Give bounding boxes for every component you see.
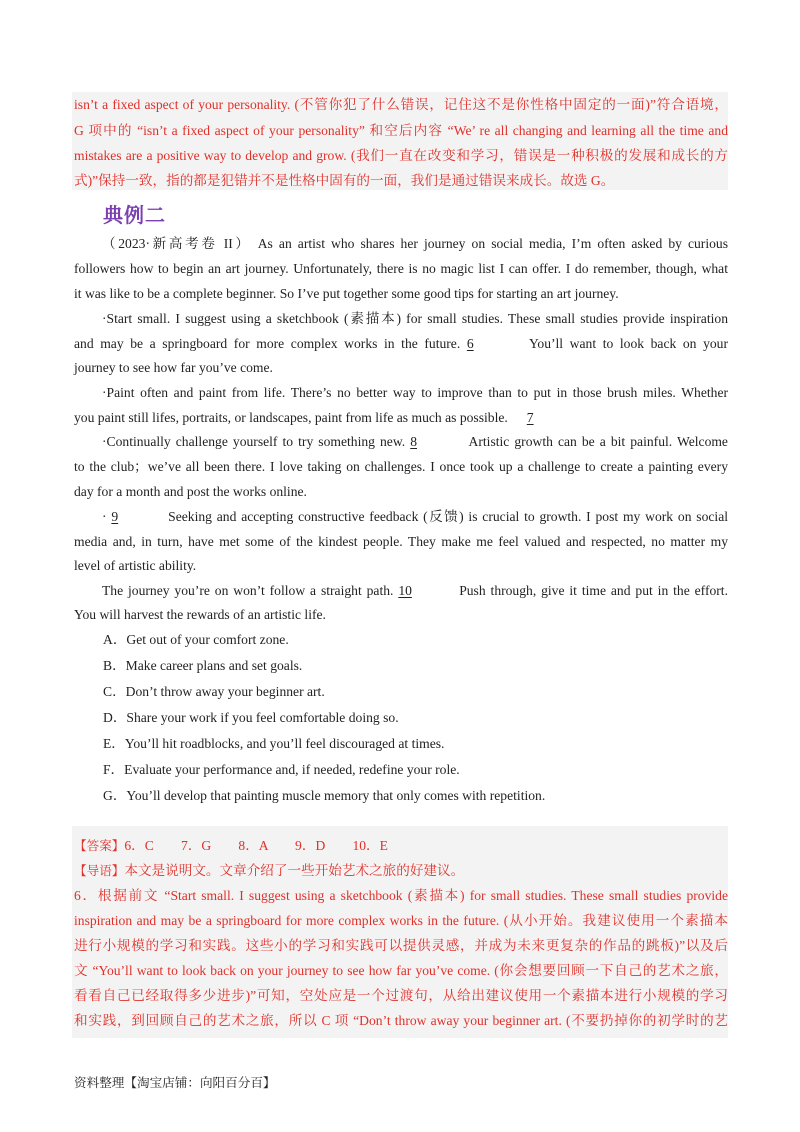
option-c: C．Don’t throw away your beginner art.	[103, 684, 325, 699]
top-explanation-line: 式)”保持一致，指的都是犯错并不是性格中固有的一面，我们是通过错误来成长。故选 G。	[74, 173, 615, 188]
blank-7: 7	[526, 410, 534, 425]
passage-line: journey to see how far you’ve come.	[74, 360, 273, 375]
blank-8: 8	[410, 434, 418, 449]
guide-text: 本文是说明文。文章介绍了一些开始艺术之旅的好建议。	[124, 863, 465, 878]
passage-line	[74, 334, 728, 354]
passage-text: and may be a springboard for more complex works in the future.	[74, 336, 461, 351]
top-explanation-line: mistakes are a positive way to develop and grow. (我们一直在改变和学习，错误是一种积极的发展和成长的方	[74, 148, 728, 163]
passage-line	[74, 408, 549, 428]
passage-line	[102, 507, 728, 527]
passage-text: ·	[102, 509, 107, 524]
passage-line: media and, in turn, have met some of the kindest people. They make me feel valued and respected, no matter my	[74, 534, 728, 549]
passage-line	[102, 432, 728, 452]
option-e: E．You’ll hit roadblocks, and you’ll feel discouraged at times.	[103, 736, 445, 751]
answer-label: 【答案】	[74, 838, 125, 853]
blank-9: 9	[111, 509, 119, 524]
guide-label: 【导语】	[74, 863, 125, 878]
passage-line: （2023·新高考卷 II） As an artist who shares her journey on social media, I’m often asked by curious	[102, 236, 728, 251]
top-explanation-line: isn’t a fixed aspect of your personality. (不管你犯了什么错误，记住这不是你性格中固定的一面)”符合语境，	[74, 97, 728, 112]
guide-line	[74, 861, 464, 881]
option-b: B．Make career plans and set goals.	[103, 658, 303, 673]
option-d: D．Share your work if you feel comfortable doing so.	[103, 710, 399, 725]
answer-box	[72, 826, 728, 1038]
passage-line: to the club；we’ve all been there. I love taking on challenges. I once took up a challenge to create a painting every	[74, 459, 728, 474]
answer-text: 6．C 7．G 8．A 9．D 10．E	[124, 838, 388, 853]
option-g: G．You’ll develop that painting muscle memory that only comes with repetition.	[103, 788, 546, 803]
explanation-line: 看看自己已经取得多少进步)”可知，空处应是一个过渡句，从给出建议使用一个素描本进行小规模的学习	[74, 988, 728, 1003]
section-heading: 典例二	[103, 203, 166, 227]
top-explanation-line: G 项中的 “isn’t a fixed aspect of your personality” 和空后内容 “We’ re all changing and learning all the time and	[74, 123, 728, 138]
passage-line: level of artistic ability.	[74, 558, 197, 573]
passage-line: You will harvest the rewards of an artistic life.	[74, 607, 326, 622]
explanation-line: 进行小规模的学习和实践。这些小的学习和实践可以提供灵感，并成为未来更复杂的作品的跳板)”以及后	[74, 938, 728, 953]
passage-text: you paint still lifes, portraits, or landscapes, paint from life as much as possible.	[74, 410, 508, 425]
passage-text: Artistic growth can be a bit painful. Welcome	[468, 434, 728, 449]
explanation-line: inspiration and may be a springboard for more complex works in the future. (从小开始。我建议使用一个素描本	[74, 913, 728, 928]
passage-line: it was like to be a complete beginner. So I’ve put together some good tips for starting an art journey.	[74, 286, 619, 301]
passage-line: ·Paint often and paint from life. There’s no better way to improve than to put in those brush miles. Whether	[102, 385, 728, 400]
passage-line: day for a month and post the works online.	[74, 484, 307, 499]
passage-text: Seeking and accepting constructive feedback (反馈) is crucial to growth. I post my work on social	[168, 509, 728, 524]
passage-text: You’ll want to look back on your	[528, 336, 728, 351]
passage-text: Push through, give it time and put in the effort.	[459, 583, 728, 598]
passage-line: ·Start small. I suggest using a sketchbook (素描本) for small studies. These small studies provide inspiration	[102, 311, 728, 326]
passage-line	[102, 581, 728, 601]
option-a: A．Get out of your comfort zone.	[103, 632, 289, 647]
explanation-line: 6．根据前文 “Start small. I suggest using a sketchbook (素描本) for small studies. These small studies provide	[74, 888, 728, 903]
answer-line	[74, 836, 388, 856]
blank-6: 6	[466, 336, 474, 351]
passage-text: The journey you’re on won’t follow a straight path.	[102, 583, 394, 598]
footer-note: 资料整理【淘宝店铺：向阳百分百】	[74, 1075, 276, 1090]
passage-line: followers how to begin an art journey. Unfortunately, there is no magic list I can offer. I do remember, though, what	[74, 261, 728, 276]
option-f: F．Evaluate your performance and, if needed, redefine your role.	[103, 762, 460, 777]
blank-10: 10	[398, 583, 412, 598]
explanation-line: 和实践，到回顾自己的艺术之旅，所以 C 项 “Don’t throw away your beginner art. (不要扔掉你的初学时的艺	[74, 1013, 728, 1028]
passage-text: ·Continually challenge yourself to try something new.	[102, 434, 406, 449]
explanation-line: 文 “You’ll want to look back on your journey to see how far you’ve come. (你会想要回顾一下自己的艺术之旅，	[74, 963, 728, 978]
